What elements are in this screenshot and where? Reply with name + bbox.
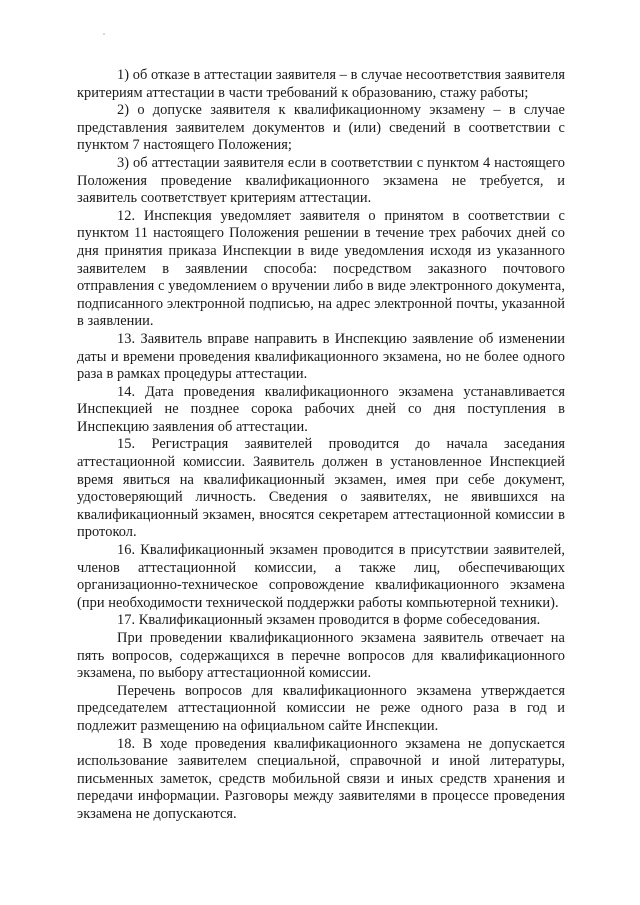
paragraph-item-17: 17. Квалификационный экзамен проводится в форме собеседования. bbox=[117, 612, 541, 629]
scan-speck bbox=[103, 33, 105, 35]
document-page bbox=[77, 67, 565, 824]
paragraph-subitem-3: 3) об аттестации заявителя если в соответствии с пунктом 4 настоящего Положения проведение квалификационного экзамена не требуется, и заявитель соответствует критериям аттестации. bbox=[77, 154, 565, 207]
paragraph-item-12: 12. Инспекция уведомляет заявителя о принятом в соответствии с пунктом 11 настоящего Положения решении в течение трех рабочих дней со дня принятия приказа Инспекции в виде уведомления исходя из указанного заявителем в заявлении способа: посредством заказного почтового отправления с уведомлением о вручении либо в виде электронного документа, подписанного электронной подписью, на адрес электронной почты, указанной в заявлении. bbox=[77, 207, 565, 330]
paragraph-item-17-questions: При проведении квалификационного экзамена заявитель отвечает на пять вопросов, содержащихся в перечне вопросов для квалификационного экзамена, по выбору аттестационной комиссии. bbox=[77, 630, 565, 682]
paragraph-item-14: 14. Дата проведения квалификационного экзамена устанавливается Инспекцией не позднее сорока рабочих дней со дня поступления в Инспекцию заявления об аттестации. bbox=[77, 383, 565, 435]
paragraph-item-13: 13. Заявитель вправе направить в Инспекцию заявление об изменении даты и времени проведения квалификационного экзамена, но не более одного раза в рамках процедуры аттестации. bbox=[77, 330, 565, 383]
paragraph-item-18: 18. В ходе проведения квалификационного экзамена не допускается использование заявителем специальной, справочной и иной литературы, письменных заметок, средств мобильной связи и иных средств хранения и передачи информации. Разговоры между заявителями в процессе проведения экзамена не допускаются. bbox=[77, 735, 565, 822]
paragraph-subitem-1: 1) об отказе в аттестации заявителя – в случае несоответствия заявителя критериям аттестации в части требований к образованию, стажу работы; bbox=[77, 67, 565, 101]
paragraph-item-15: 15. Регистрация заявителей проводится до начала заседания аттестационной комиссии. Заявитель должен в установленное Инспекцией время явиться на квалификационный экзамен, имея при себе документ, удостоверяющий личность. Сведения о заявителях, не явившихся на квалификационный экзамен, вносятся секретарем аттестационной комиссии в протокол. bbox=[77, 436, 565, 541]
paragraph-item-16: 16. Квалификационный экзамен проводится в присутствии заявителей, членов аттестационной комиссии, а также лиц, обеспечивающих организационно-техническое сопровождение квалификационного экзамена (при необходимости технической поддержки работы компьютерной техники). bbox=[77, 542, 565, 611]
paragraph-item-17-list: Перечень вопросов для квалификационного экзамена утверждается председателем аттестационной комиссии не реже одного раза в год и подлежит размещению на официальном сайте Инспекции. bbox=[77, 682, 565, 734]
paragraph-subitem-2: 2) о допуске заявителя к квалификационному экзамену – в случае представления заявителем документов и (или) сведений в соответствии с пунктом 7 настоящего Положения; bbox=[77, 102, 565, 154]
